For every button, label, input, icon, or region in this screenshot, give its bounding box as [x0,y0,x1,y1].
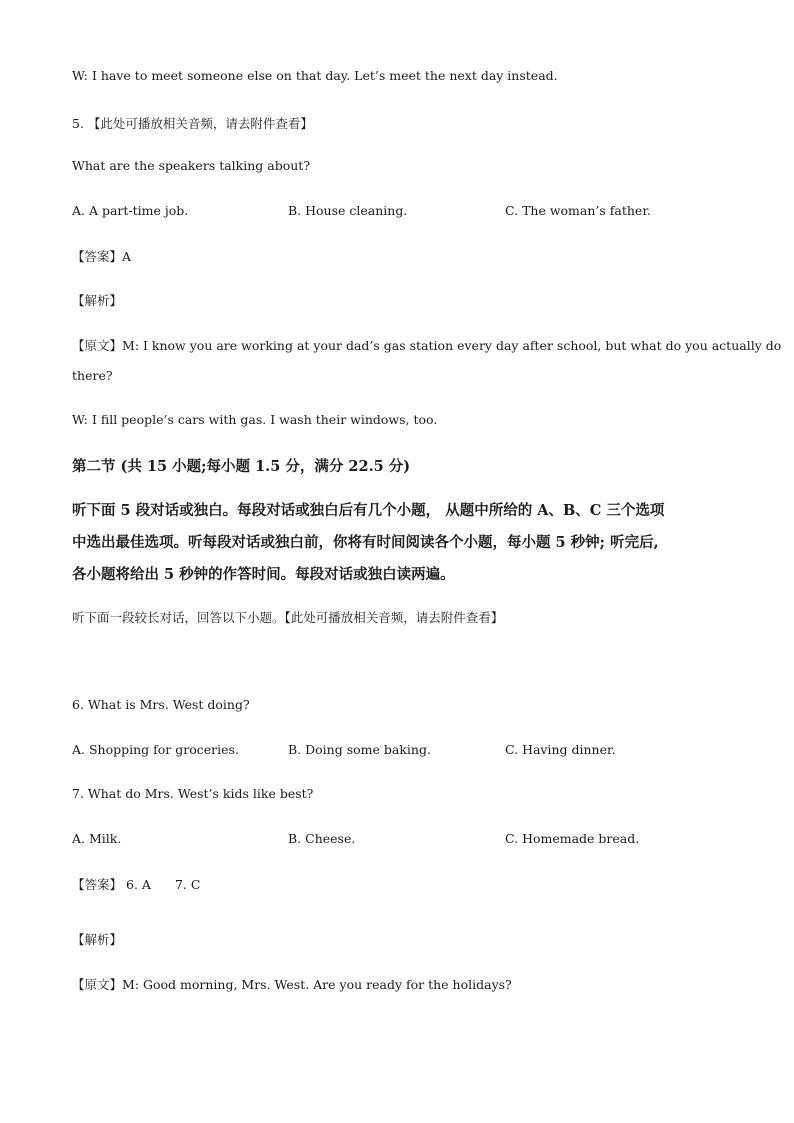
dialogue-line: W: I have to meet someone else on that day. Let’s meet the next day instead. [72,68,558,83]
question-7-text: 7. What do Mrs. West’s kids like best? [72,786,314,801]
sub-instruction: 听下面一段较长对话，回答以下小题。【此处可播放相关音频，请去附件查看】 [72,610,504,625]
section-instruction-1: 听下面 5 段对话或独白。每段对话或独白后有几个小题， 从题中所给的 A、B、C 三个选项 [72,502,665,519]
option-c: C. Homemade bread. [505,831,640,846]
original-m-line1: M: I know you are working at your dad’s gas station every day after school, but what do you actually do [122,338,782,353]
answer-6: 6. A [126,877,151,892]
answer-tag: 【答案】 [72,877,123,892]
audio-note: 【此处可播放相关音频，请去附件查看】 [87,116,313,131]
answers-line [72,875,200,893]
option-a: A. Shopping for groceries. [72,742,239,757]
original-w-line: W: I fill people’s cars with gas. I wash their windows, too. [72,412,438,427]
option-c: C. Having dinner. [505,742,616,757]
analysis-tag: 【解析】 [72,293,123,308]
section-instruction-3: 各小题将给出 5 秒钟的作答时间。每段对话或独白读两遍。 [72,566,455,583]
option-c: C. The woman’s father. [505,203,651,218]
question-5-text: What are the speakers talking about? [72,158,311,173]
option-b: B. Doing some baking. [288,742,431,757]
answer-line [72,247,131,265]
section-title: 第二节 (共 15 小题;每小题 1.5 分，满分 22.5 分) [72,458,411,475]
answer-7: 7. C [174,877,201,892]
option-a: A. Milk. [72,831,122,846]
option-a: A. A part-time job. [72,203,189,218]
original-m-line: M: Good morning, Mrs. West. Are you ready for the holidays? [122,977,512,992]
answer-tag: 【答案】 [72,249,123,264]
question-6-text: 6. What is Mrs. West doing? [72,697,250,712]
question-number: 5. [72,116,84,131]
answer-value: A [122,249,132,264]
option-b: B. Cheese. [288,831,356,846]
section-instruction-2: 中选出最佳选项。听每段对话或独白前，你将有时间阅读各个小题，每小题 5 秒钟; 听完后, [72,534,659,551]
original-m-line2: there? [72,368,113,383]
original-tag: 【原文】 [72,338,123,353]
original-text-line [72,975,512,993]
original-tag: 【原文】 [72,977,123,992]
original-text-line [72,336,781,354]
option-b: B. House cleaning. [288,203,408,218]
analysis-tag: 【解析】 [72,932,123,947]
question-5-header [72,114,313,132]
